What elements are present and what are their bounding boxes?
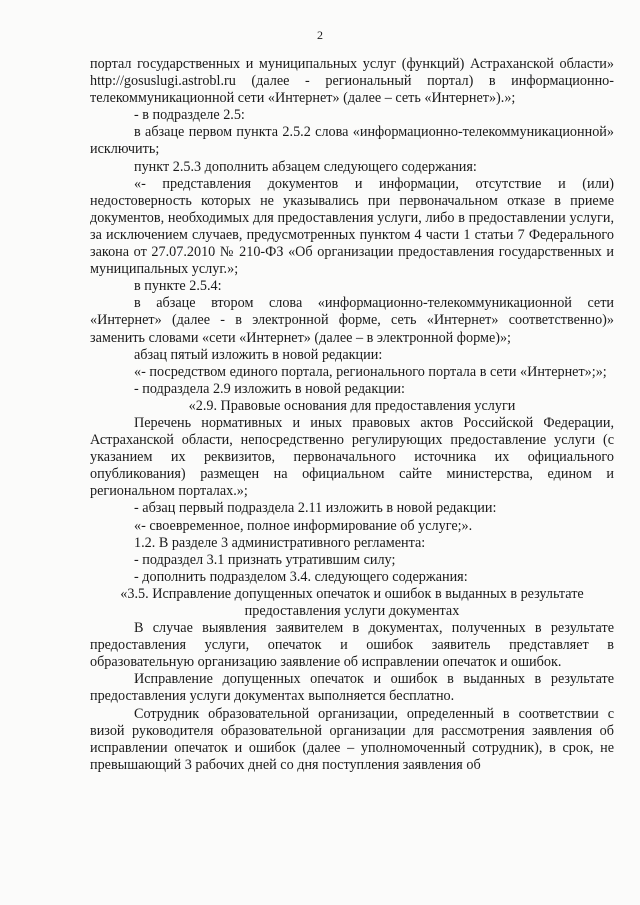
paragraph: - подраздела 2.9 изложить в новой редакции: [134,380,405,397]
paragraph: - в подразделе 2.5: [134,107,245,124]
paragraph: Сотрудник образовательной организации, определенный в соответствии с визой руководителя образовательной организации для рассмотрения заявления об исправлении опечаток и ошибок (далее – уполномоченный сотрудник), в срок, не превышающий 3 рабочих дней со дня поступления заявления об [90,705,614,773]
paragraph: Исправление допущенных опечаток и ошибок в выданных в результате предоставления услуги документах выполняется бесплатно. [90,671,614,705]
paragraph: «- своевременное, полное информирование об услуге;». [134,517,473,534]
paragraph: «- представления документов и информации, отсутствие и (или) недостоверность которых не указывались при первоначальном отказе в приеме документов, необходимых для предоставления услуги, либо в предоставлении услуги, за исключением случаев, предусмотренных пунктом 4 части 1 статьи 7 Федерального закона от 27.07.2010 № 210-ФЗ «Об организации предоставления государственных и муниципальных услуг.»; [90,175,614,278]
paragraph: «- посредством единого портала, регионального портала в сети «Интернет»;»; [134,363,607,380]
paragraph: - подраздел 3.1 признать утратившим силу; [134,551,396,568]
paragraph: 1.2. В разделе 3 административного регламента: [134,534,426,551]
paragraph: в пункте 2.5.4: [134,278,222,295]
paragraph: - дополнить подразделом 3.4. следующего содержания: [134,568,468,585]
paragraph: абзац пятый изложить в новой редакции: [134,346,383,363]
section-heading: «2.9. Правовые основания для предоставления услуги [188,397,516,414]
paragraph: - абзац первый подраздела 2.11 изложить в новой редакции: [134,500,497,517]
paragraph: В случае выявления заявителем в документах, полученных в результате предоставления услуги, опечаток и ошибок заявитель представляет в образовательную организацию заявление об исправлении опечаток и ошибок. [90,620,614,671]
section-heading: «3.5. Исправление допущенных опечаток и ошибок в выданных в результате предоставления услуги документах [120,585,584,619]
paragraph: Перечень нормативных и иных правовых актов Российской Федерации, Астраханской области, непосредственно регулирующих предоставление услуги (с указанием их реквизитов, первоначального источника их официального опубликования) размещен на официальном сайте министерства, едином и региональном порталах.»; [90,414,614,500]
paragraph: портал государственных и муниципальных услуг (функций) Астраханской области» http://gosuslugi.astrobl.ru (далее - региональный портал) в информационно-телекоммуникационной сети «Интернет» (далее – сеть «Интернет»).»; [90,56,614,107]
paragraph: в абзаце втором слова «информационно-телекоммуникационной сети «Интернет» (далее - в электронной форме, сеть «Интернет» соответственно)» заменить словами «сети «Интернет» (далее – в электронной форме)»; [90,295,614,346]
paragraph: в абзаце первом пункта 2.5.2 слова «информационно-телекоммуникационной» исключить; [90,124,614,158]
paragraph: пункт 2.5.3 дополнить абзацем следующего содержания: [134,158,477,175]
page-number: 2 [317,28,323,42]
document-body [90,56,614,774]
